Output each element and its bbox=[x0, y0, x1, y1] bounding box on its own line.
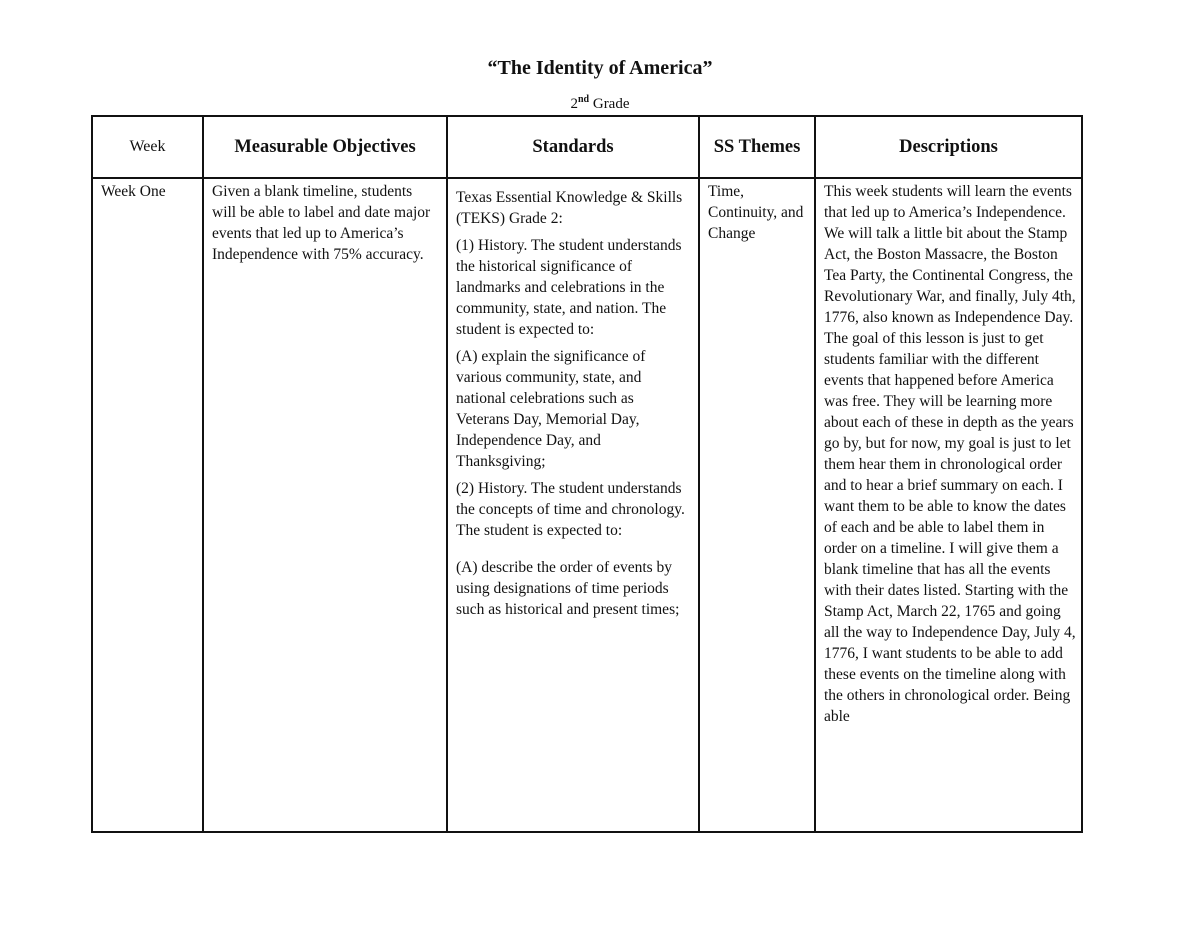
table-header-row bbox=[92, 116, 1082, 178]
week-label: Week One bbox=[101, 183, 166, 200]
objective-text: Given a blank timeline, students will be able to label and date major events that led up to America’s Independence with 75% accuracy. bbox=[212, 183, 431, 263]
page-title: “The Identity of America” bbox=[487, 57, 713, 79]
column-header-themes: SS Themes bbox=[699, 116, 815, 178]
standards-list bbox=[448, 179, 698, 831]
column-header-standards: Standards bbox=[447, 116, 699, 178]
objective-cell bbox=[203, 178, 447, 832]
week-cell bbox=[92, 178, 203, 832]
standard-item: (A) describe the order of events by using designations of time periods such as historical and present times; bbox=[456, 559, 680, 618]
description-text: This week students will learn the events that led up to America’s Independence. We will talk a little bit about the Stamp Act, the Boston Massacre, the Boston Tea Party, the Continental Congress, the Revolutionary War, and finally, July 4th, 1776, also known as Independence Day. The goal of this lesson is just to get students familiar with the different events that happened before America was free. They will be learning more about each of these in depth as the years go by, but for now, my goal is just to let them hear them in chronological order and to hear a brief summary on each. I want them to be able to know the dates of each and be able to label them in order on a timeline. I will give them a blank timeline that has all the events with their dates listed. Starting with the Stamp Act, March 22, 1765 and going all the way to Independence Day, July 4, 1776, I want students to be able to add these events on the timeline along with the others in chronological order. Being able bbox=[824, 183, 1076, 725]
table-row bbox=[92, 178, 1082, 832]
column-header-objectives: Measurable Objectives bbox=[203, 116, 447, 178]
grade-word: Grade bbox=[592, 96, 630, 112]
standard-item: (1) History. The student understands the historical significance of landmarks and celebrations in the community, state, and nation. The student is expected to: bbox=[456, 237, 682, 338]
standard-item: (A) explain the significance of various community, state, and national celebrations such as Veterans Day, Memorial Day, Independence Day, and Thanksgiving; bbox=[456, 348, 646, 470]
grade-ordinal-suffix: nd bbox=[577, 94, 590, 105]
standard-item: (2) History. The student understands the concepts of time and chronology. The student is expected to: bbox=[456, 480, 685, 539]
standards-cell bbox=[447, 178, 699, 832]
theme-cell bbox=[699, 178, 815, 832]
description-cell bbox=[815, 178, 1082, 832]
theme-text: Time, Continuity, and Change bbox=[708, 183, 804, 242]
grade-subtitle bbox=[0, 94, 1200, 114]
lesson-plan-table bbox=[91, 115, 1083, 833]
grade-number: 2 bbox=[570, 96, 578, 112]
column-header-week: Week bbox=[92, 116, 203, 178]
standards-intro: Texas Essential Knowledge & Skills (TEKS) Grade 2: bbox=[456, 189, 683, 227]
column-header-descriptions: Descriptions bbox=[815, 116, 1082, 178]
